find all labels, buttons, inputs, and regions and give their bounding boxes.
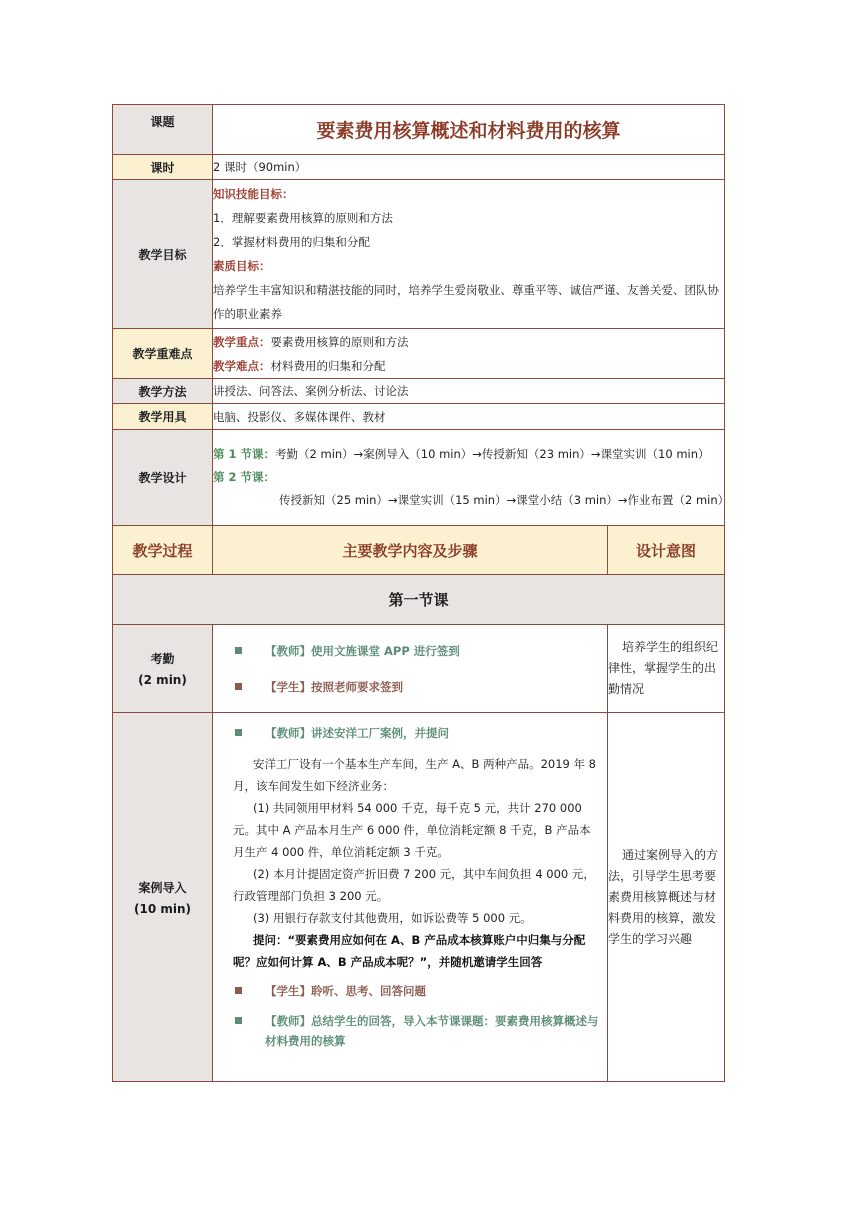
- page-title: 要素费用核算概述和材料费用的核算: [213, 105, 725, 155]
- lesson1-label: 第 1 节课：: [213, 447, 276, 461]
- section1-row: [113, 575, 725, 625]
- methods-label: 教学方法: [113, 379, 213, 404]
- attendance-duration: (2 min): [138, 673, 187, 687]
- lesson-plan-page: [112, 104, 730, 1082]
- bullet-square-icon: [235, 683, 242, 690]
- case-intro-duration: (10 min): [133, 901, 191, 916]
- attendance-label-cell: [113, 625, 213, 713]
- objective-item-1: 1．理解要素费用核算的原则和方法: [213, 211, 393, 225]
- tools-row: [113, 404, 725, 430]
- key-text: 要素费用核算的原则和方法: [270, 334, 409, 349]
- topic-row: [113, 105, 725, 155]
- design-label: 教学设计: [113, 430, 213, 526]
- lesson1-schedule: [213, 443, 724, 466]
- topic-label: 课题: [113, 105, 213, 155]
- knowledge-heading: 知识技能目标：: [213, 187, 294, 201]
- hard-label: 教学难点：: [213, 358, 271, 373]
- hours-value: 2 课时（90min）: [213, 155, 725, 180]
- tools-value: 电脑、投影仪、多媒体课件、教材: [213, 404, 725, 430]
- intent-col-header: 设计意图: [608, 526, 725, 575]
- case-intro-content: [213, 713, 608, 1082]
- key-label: 教学重点：: [213, 334, 271, 349]
- bullet-square-icon: [235, 729, 242, 736]
- process-col-header: 教学过程: [113, 526, 213, 575]
- hours-label: 课时: [113, 155, 213, 180]
- case-paragraph-1: 安洋工厂设有一个基本生产车间，生产 A、B 两种产品。2019 年 8 月，该车间发生如下经济业务：: [233, 757, 596, 793]
- attendance-student-step: 【学生】按照老师要求签到: [213, 677, 607, 697]
- quality-heading: 素质目标：: [213, 259, 271, 273]
- case-question: 提问：“要素费用应如何在 A、B 产品成本核算账户中归集与分配呢？应如何计算 A、B 产品成本呢？”，并随机邀请学生回答: [233, 933, 586, 969]
- bullet-square-icon: [235, 647, 242, 654]
- case-paragraph-2: (1) 共同领用甲材料 54 000 千克，每千克 5 元，共计 270 000 元。其中 A 产品本月生产 6 000 件，单位消耗定额 8 千克，B 产品本月生产 4 000 件，单位消耗定额 3 千克。: [233, 801, 591, 859]
- case-intro-label-cell: [113, 713, 213, 1082]
- methods-row: [113, 379, 725, 404]
- attendance-row: [113, 625, 725, 713]
- key-points-content: [213, 329, 725, 379]
- hours-row: [113, 155, 725, 180]
- attendance-intent: 培养学生的组织纪律性，掌握学生的出勤情况: [608, 625, 725, 713]
- case-intro-row: [113, 713, 725, 1082]
- case-teacher-step-1: 【教师】讲述安洋工厂案例，并提问: [213, 723, 607, 743]
- objectives-content: [213, 180, 725, 329]
- hard-text: 材料费用的归集和分配: [270, 358, 386, 373]
- case-student-step: 【学生】聆听、思考、回答问题: [213, 981, 607, 1001]
- case-teacher-step-2: 【教师】总结学生的回答，导入本节课课题：要素费用核算概述与材料费用的核算: [213, 1011, 607, 1051]
- objectives-label: 教学目标: [113, 180, 213, 329]
- case-intro-intent: 通过案例导入的方法，引导学生思考要素费用核算概述与材料费用的核算，激发学生的学习兴趣: [608, 713, 725, 1082]
- attendance-label: 考勤: [150, 652, 175, 666]
- lesson2-label: 第 2 节课：: [213, 470, 276, 484]
- process-header-row: [113, 526, 725, 575]
- bullet-square-icon: [235, 1017, 242, 1024]
- tools-label: 教学用具: [113, 404, 213, 430]
- attendance-teacher-step: 【教师】使用文旌课堂 APP 进行签到: [213, 641, 607, 661]
- lesson2-text: 传授新知（25 min）→课堂实训（15 min）→课堂小结（3 min）→作业布置（2 min）: [279, 493, 730, 507]
- section1-title: 第一节课: [113, 575, 725, 625]
- key-points-row: [113, 329, 725, 379]
- methods-value: 讲授法、问答法、案例分析法、讨论法: [213, 379, 725, 404]
- content-col-header: 主要教学内容及步骤: [213, 526, 608, 575]
- objective-item-2: 2．掌握材料费用的归集和分配: [213, 235, 370, 249]
- case-intro-label: 案例导入: [138, 880, 187, 895]
- case-paragraph-4: (3) 用银行存款支付其他费用，如诉讼费等 5 000 元。: [253, 911, 532, 925]
- lesson-plan-table: [112, 104, 730, 1082]
- bullet-square-icon: [235, 987, 242, 994]
- design-row: [113, 430, 725, 526]
- lesson1-text: 考勤（2 min）→案例导入（10 min）→传授新知（23 min）→课堂实训（10 min）: [275, 447, 710, 461]
- attendance-content: [213, 625, 608, 713]
- design-content: [213, 430, 730, 526]
- key-points-label: 教学重难点: [113, 329, 213, 379]
- lesson2-schedule: [213, 466, 730, 512]
- objectives-row: [113, 180, 725, 329]
- case-paragraph-3: (2) 本月计提固定资产折旧费 7 200 元，其中车间负担 4 000 元，行政管理部门负担 3 200 元。: [233, 867, 595, 903]
- quality-text: 培养学生丰富知识和精湛技能的同时，培养学生爱岗敬业、尊重平等、诚信严谨、友善关爱、团队协作的职业素养: [213, 283, 719, 321]
